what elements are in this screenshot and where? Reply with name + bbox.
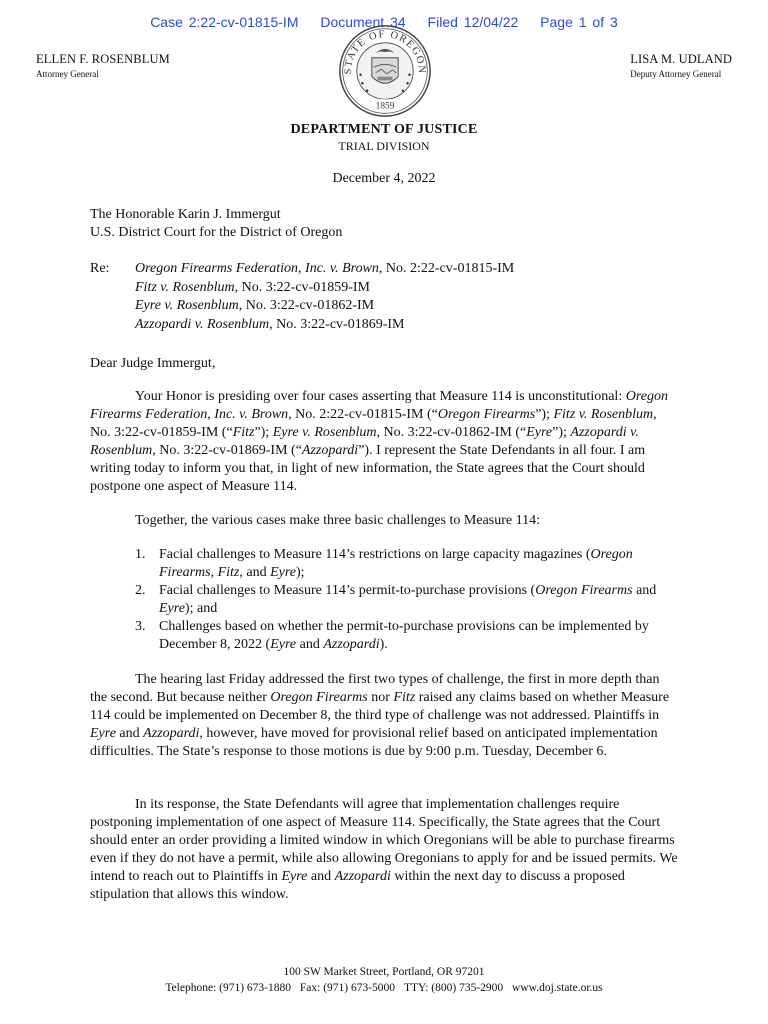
case-short-name: Oregon Firearms [270,690,368,705]
letter-date: December 4, 2022 [332,171,436,186]
re-label: Re: [90,261,110,276]
text-run: ”); [552,425,571,440]
text-run: Challenges based on whether the permit-to-purchase provisions can be implemented by December 8, 2022 ( [159,619,649,652]
seal-top-text: STATE OF OREGON [343,29,427,75]
case-name: Azzopardi v. Rosenblum [90,425,639,458]
division-name: TRIAL DIVISION [338,139,430,153]
paragraph-intro [90,388,680,496]
re-case [135,260,514,279]
case-name: Oregon Firearms Federation, Inc. v. Brown [135,261,379,276]
addressee-block [90,206,680,242]
footer-website-link[interactable]: www.doj.state.or.us [512,982,603,994]
text-run: and [632,583,657,598]
challenge-list [90,546,680,654]
list-item [90,582,680,618]
case-short-name: Fitz [232,425,255,440]
case-short-name: Fitz [217,565,240,580]
text-run: , No. 2:22-cv-01815-IM (“ [288,407,438,422]
text-run: nor [367,690,394,705]
case-short-name: Eyre [270,565,297,580]
case-short-name: Eyre [526,425,553,440]
case-name: Eyre v. Rosenblum [272,425,377,440]
text-run: raised any claims based on whether Measure 114 could be implemented on December 8, the third type of challenge was not addressed. Plaintiffs in [90,690,670,723]
paragraph-response [90,796,680,904]
addressee-line: The Honorable Karin J. Immergut [90,207,281,222]
case-number: , No. 3:22-cv-01869-IM [269,316,405,332]
text-run: , No. 3:22-cv-01859-IM (“ [90,407,657,440]
attorney-general-block [36,52,170,79]
case-short-name: Oregon Firearms [437,407,536,422]
case-short-name: Eyre [270,637,297,652]
case-short-name: Eyre [90,726,116,741]
list-number: 1. [135,547,146,562]
letterhead-footer [0,964,768,996]
text-run: ); and [184,601,218,616]
list-number: 3. [135,619,146,634]
case-short-name: Eyre [281,869,308,884]
text-run: ); [296,565,305,580]
text-run: , [210,565,218,580]
state-seal-icon [338,24,432,118]
footer-address: 100 SW Market Street, Portland, OR 97201 [283,966,485,978]
attorney-general-title: Attorney General [36,69,99,79]
list-text [159,618,680,654]
text-run: The hearing last Friday addressed the first two types of challenge, the first in more depth than the second. But because neither [90,672,660,705]
case-short-name: Oregon Firearms [535,583,633,598]
footer-tty: TTY: (800) 735-2900 [403,982,504,994]
text-run: and [115,726,144,741]
text-run: ”); [254,425,273,440]
case-number: , No. 2:22-cv-01815-IM [378,261,515,276]
re-case [135,297,514,316]
footer-telephone: Telephone: (971) 673-1880 [165,982,291,994]
page-indicator: Page 1 of 3 [540,14,618,30]
text-run: ). [379,637,388,652]
text-run: Facial challenges to Measure 114’s restrictions on large capacity magazines ( [159,547,591,562]
seal-year: 1859 [375,101,395,112]
list-item [90,546,680,582]
text-run: Facial challenges to Measure 114’s permit-to-purchase provisions ( [159,583,536,598]
re-case-list [135,260,514,334]
list-item [90,618,680,654]
list-text [159,582,680,618]
filed-date: Filed 12/04/22 [427,14,519,30]
attorney-general-name: ELLEN F. ROSENBLUM [36,52,170,66]
text-run: , No. 3:22-cv-01869-IM (“ [152,443,302,458]
case-name: Oregon Firearms Federation, Inc. v. Brown [90,389,668,422]
deputy-attorney-general-block [630,52,732,79]
addressee-line: U.S. District Court for the District of Oregon [90,225,343,240]
text-run: , however, have moved for provisional relief based on anticipated implementation difficulties. The State’s response to those motions is due by 9:00 p.m. Tuesday, December 6. [90,726,658,759]
case-name: Azzopardi v. Rosenblum [135,316,270,332]
text-run: ”). I represent the State Defendants in all four. I am writing today to inform you that, in light of new information, the State agrees that the Court should postpone one aspect of Measure 114. [90,443,646,494]
text-run: Your Honor is presiding over four cases asserting that Measure 114 is unconstitutional: [135,389,626,404]
case-name: Fitz v. Rosenblum [553,407,654,422]
case-number: , No. 3:22-cv-01862-IM [238,298,375,313]
re-case [135,316,514,335]
text-run: , and [239,565,271,580]
re-case [135,279,514,298]
case-short-name: Oregon Firearms [159,547,633,580]
case-short-name: Azzopardi [143,726,200,741]
text-run: In its response, the State Defendants will agree that implementation challenges require postponing implementation of one aspect of Measure 114. Specifically, the State agrees that the Court should enter an order providing a limited window in which Oregonians will be able to purchase firearms even if they do not have a permit, while also allowing Oregonians to apply for and be issued permits. We intend to reach out to Plaintiffs in [90,797,678,884]
document-number: Document 34 [320,14,406,30]
case-short-name: Azzopardi [301,443,359,458]
text-run: and [296,637,324,652]
case-number: , No. 3:22-cv-01859-IM [234,279,370,295]
paragraph-hearing [90,671,680,761]
case-name: Eyre v. Rosenblum [135,298,239,313]
department-name: DEPARTMENT OF JUSTICE [290,122,478,137]
deputy-attorney-general-title: Deputy Attorney General [630,69,722,79]
re-block [90,260,680,334]
case-name: Fitz v. Rosenblum [135,279,235,295]
case-short-name: Azzopardi [334,869,391,884]
case-short-name: Fitz [393,690,416,705]
department-heading [0,122,768,154]
paragraph-challenges-intro: Together, the various cases make three basic challenges to Measure 114: [135,513,540,528]
deputy-attorney-general-name: LISA M. UDLAND [630,52,732,66]
text-run: within the next day to discuss a proposed stipulation that allows this window. [90,869,625,902]
text-run: and [307,869,335,884]
list-text [159,546,680,582]
case-short-name: Eyre [159,601,185,616]
footer-fax: Fax: (971) 673-5000 [299,982,396,994]
salutation: Dear Judge Immergut, [90,356,216,371]
text-run: , No. 3:22-cv-01862-IM (“ [376,425,527,440]
list-number: 2. [135,583,146,598]
case-short-name: Azzopardi [323,637,380,652]
case-number: Case 2:22-cv-01815-IM [150,14,299,30]
text-run: ”); [535,407,554,422]
